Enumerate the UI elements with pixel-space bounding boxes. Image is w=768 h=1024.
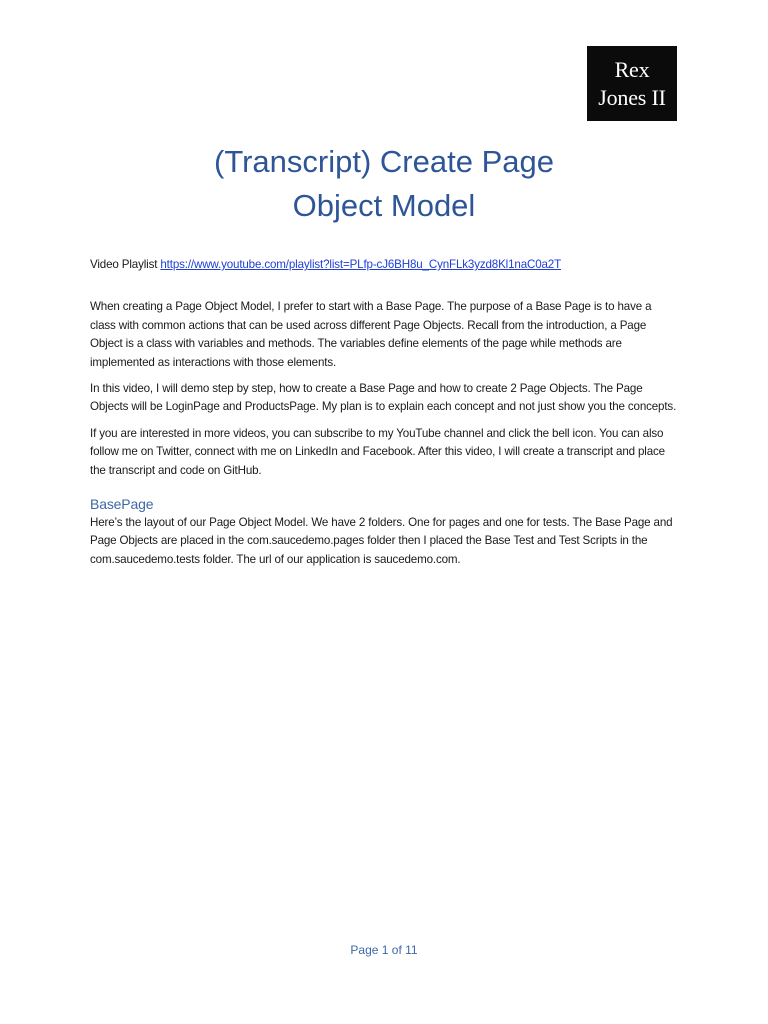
video-playlist-line <box>90 256 680 274</box>
logo-line-1: Rex <box>614 56 650 82</box>
title-line-2: Object Model <box>292 188 476 223</box>
page-title <box>0 140 768 228</box>
playlist-label: Video Playlist <box>90 258 158 271</box>
paragraph-demo: In this video, I will demo step by step, how to create a Base Page and how to create 2 Page Objects. The Page Objects will be LoginPage and ProductsPage. My plan is to explain each concept and not just show you the concepts. <box>90 382 677 414</box>
logo-line-2: Jones II <box>598 84 666 110</box>
document-body <box>90 256 680 577</box>
paragraph-basepage: Here’s the layout of our Page Object Model. We have 2 folders. One for pages and one for tests. The Base Page and Page Objects are placed in the com.saucedemo.pages folder then I placed the Base Test and Test Scripts in the com.saucedemo.tests folder. The url of our application is saucedemo.com. <box>90 516 673 566</box>
paragraph-subscribe: If you are interested in more videos, you can subscribe to my YouTube channel and click the bell icon. You can also follow me on Twitter, connect with me on LinkedIn and Facebook. After this video, I will create a transcript and place the transcript and code on GitHub. <box>90 426 665 477</box>
playlist-link[interactable]: https://www.youtube.com/playlist?list=PLfp-cJ6BH8u_CynFLk3yzd8Kl1naC0a2T <box>160 258 562 271</box>
section-heading-basepage: BasePage <box>90 496 154 513</box>
title-line-1: (Transcript) Create Page <box>214 144 554 179</box>
page-number: Page 1 of 11 <box>350 943 418 957</box>
paragraph-intro: When creating a Page Object Model, I prefer to start with a Base Page. The purpose of a Base Page is to have a class with common actions that can be used across different Page Objects. Recall from the introduction, a Page Object is a class with variables and methods. The variables define elements of the page while methods are implemented as interactions with those elements. <box>90 300 652 369</box>
author-logo <box>587 46 677 121</box>
